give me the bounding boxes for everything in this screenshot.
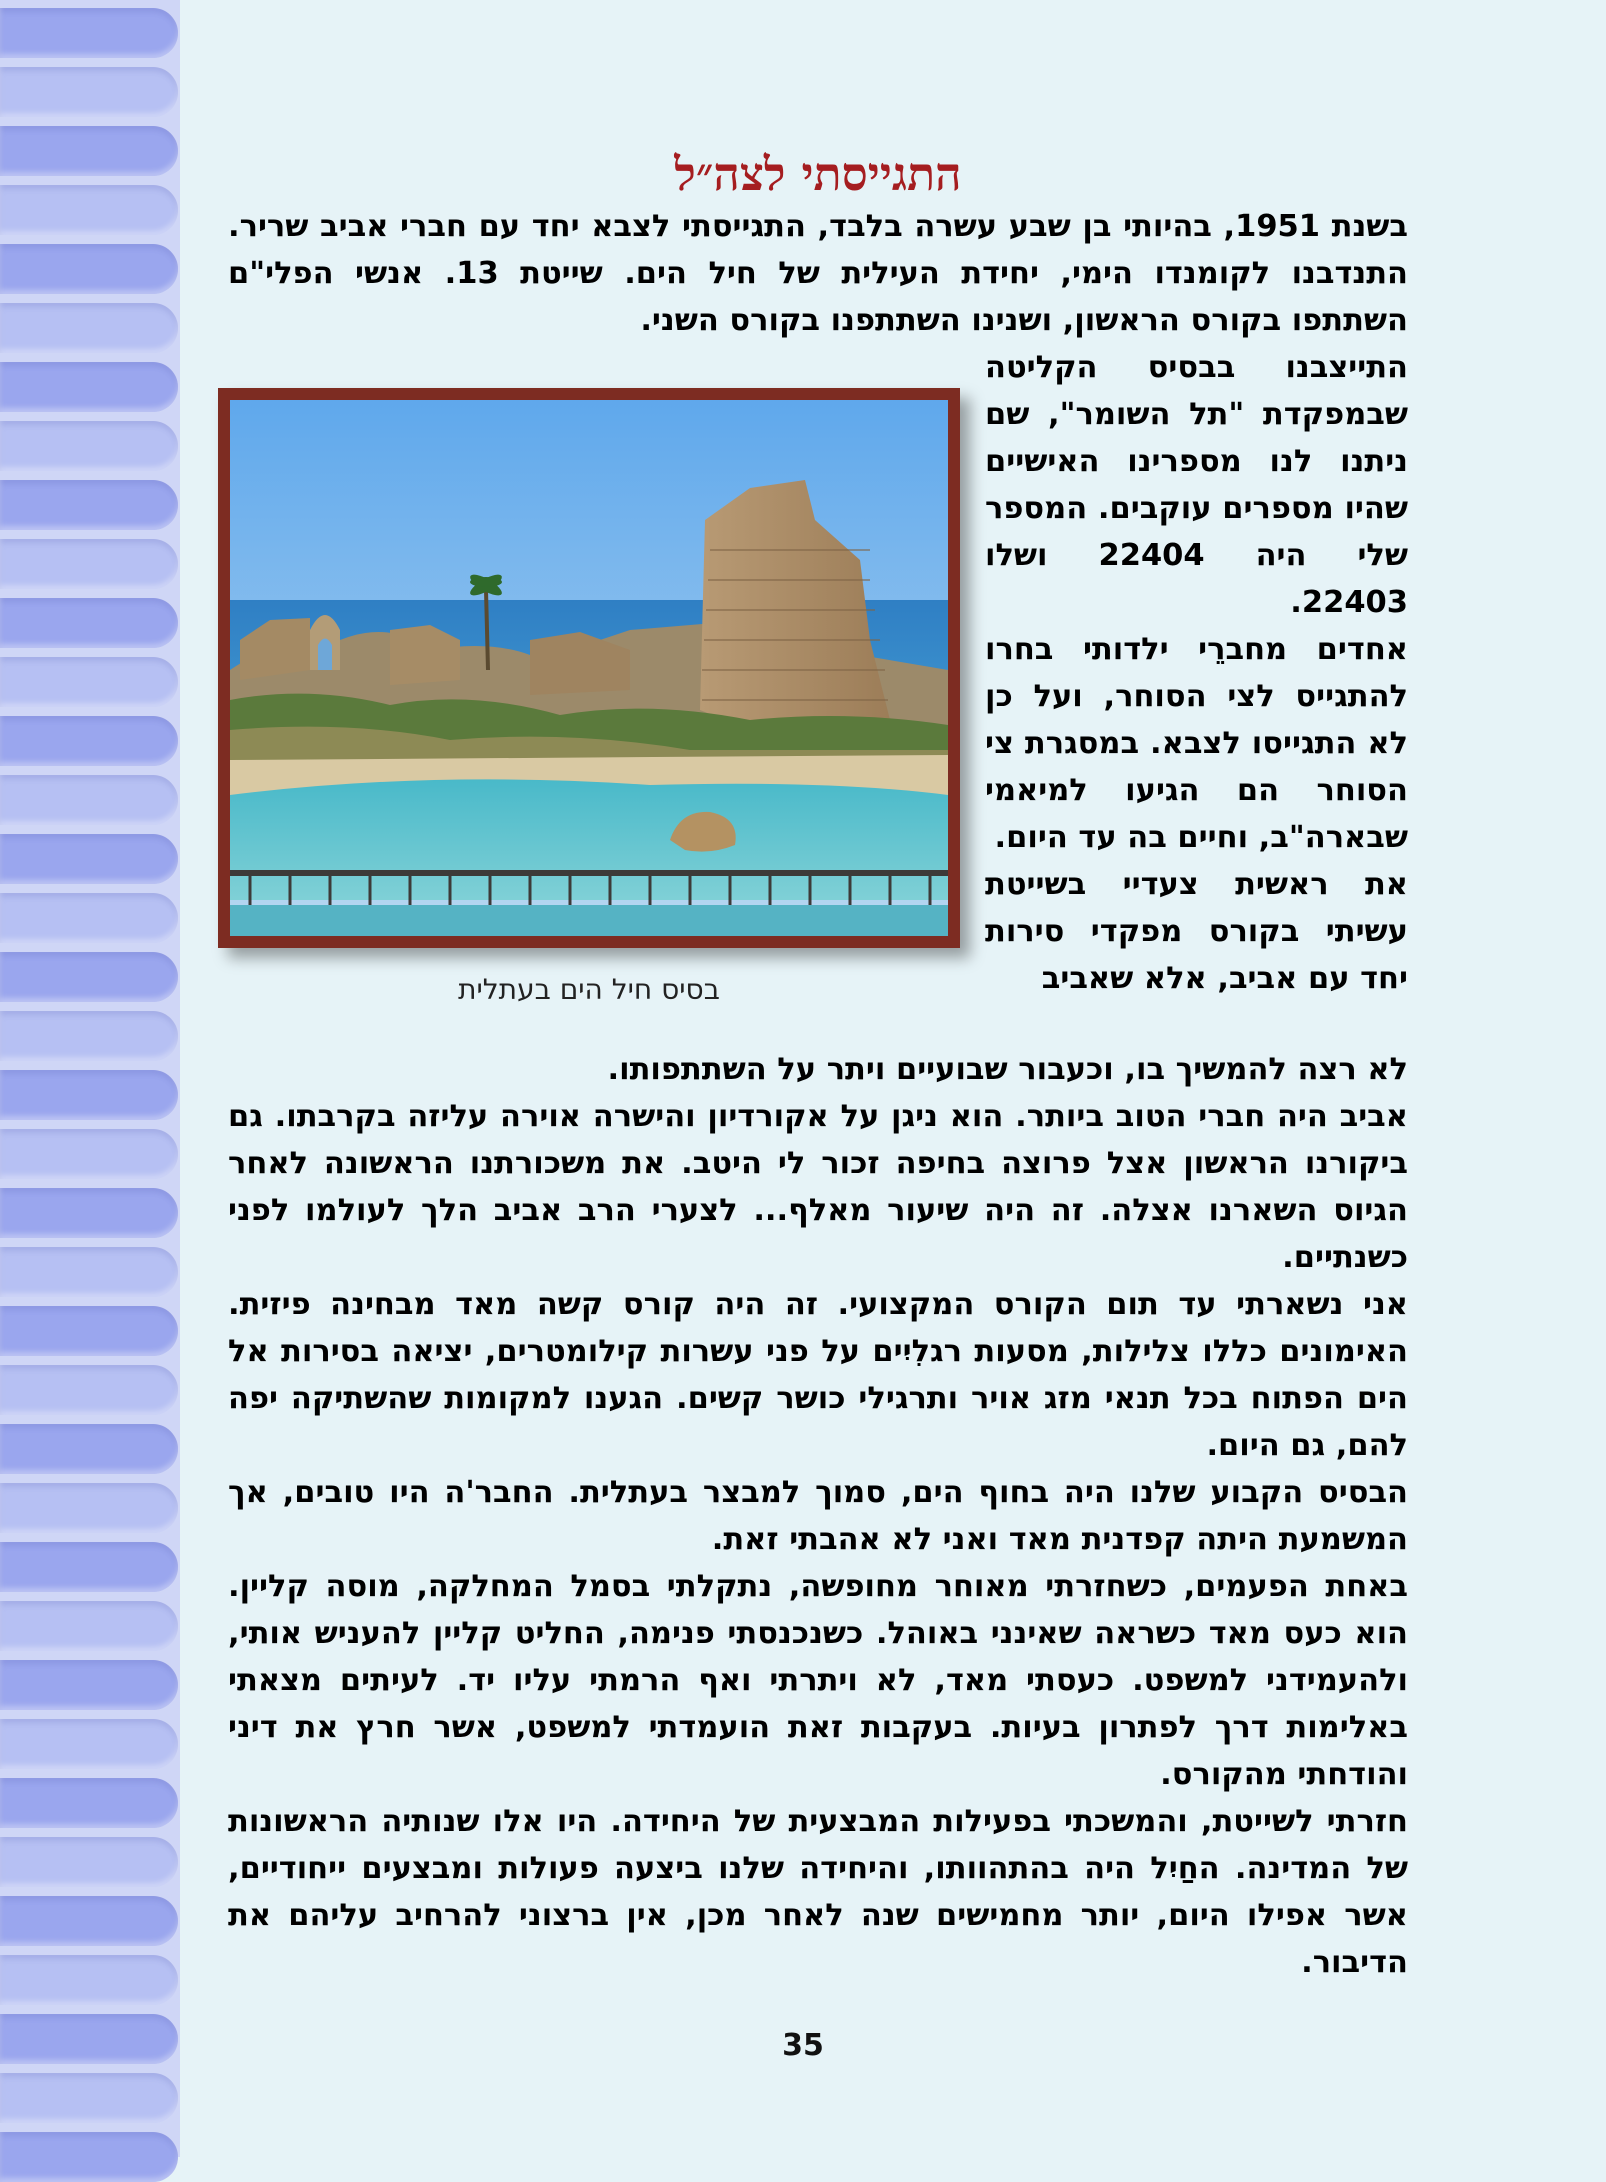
stripe-tab — [0, 834, 178, 884]
body-paragraph: אביב היה חברי הטוב ביותר. הוא ניגן על אקורדיון והישרה אוירה עליזה בקרבתו. גם ביקורנו הראשון אצל פרוצה בחיפה זכור לי היטב. את משכורתנו הראשונה לאחר הגיוס השארנו אצלה. זה היה שיעור מאלף... לצערי הרב אביב הלך לעולמו לפני כשנתיים. — [228, 1099, 1408, 1275]
stripe-tab — [0, 1778, 178, 1828]
side-column — [985, 344, 1408, 1002]
stripe-tab — [0, 1837, 178, 1887]
intro-paragraph: בשנת 1951, בהיותי בן שבע עשרה בלבד, התגייסתי לצבא יחד עם חברי אביב שריר. התנדבנו לקומנדו הימי, יחידת העילית של חיל הים. שייטת 13. אנשי הפלי"ם השתתפו בקורס הראשון, ושנינו השתתפנו בקורס השני. — [228, 209, 1409, 338]
stripe-tab — [0, 362, 178, 412]
stripe-tab — [0, 1188, 178, 1238]
stripe-tab — [0, 1247, 178, 1297]
stripe-tab — [0, 1483, 178, 1533]
side-paragraph: את ראשית צעדיי בשייטת עשיתי בקורס מפקדי סירות יחד עם אביב, אלא שאביב — [985, 867, 1408, 996]
stripe-tab — [0, 1542, 178, 1592]
body-paragraph: אני נשארתי עד תום הקורס המקצועי. זה היה קורס קשה מאד מבחינה פיזית. האימונים כללו צלילות, מסעות רגלִיִים על פני עשרות קילומטרים, יציאה בסירות אל הים הפתוח בכל תנאי מזג אויר ותרגילי כושר קשים. הגענו למקומות שהשתיקה יפה להם, גם היום. — [228, 1287, 1408, 1463]
photo-caption: בסיס חיל הים בעתלית — [458, 973, 720, 1006]
photo-frame — [218, 388, 960, 948]
stripe-tab — [0, 657, 178, 707]
side-decoration-stripe — [0, 0, 180, 2157]
stripe-tab — [0, 67, 178, 117]
stripe-tab — [0, 1660, 178, 1710]
stripe-tab — [0, 126, 178, 176]
stripe-tab — [0, 539, 178, 589]
stripe-tab — [0, 421, 178, 471]
stripe-tab — [0, 303, 178, 353]
stripe-tab — [0, 2132, 178, 2182]
stripe-tab — [0, 1011, 178, 1061]
stripe-tab — [0, 775, 178, 825]
page-number: 35 — [782, 2028, 824, 2063]
stripe-tab — [0, 716, 178, 766]
body-paragraph: באחת הפעמים, כשחזרתי מאוחר מחופשה, נתקלתי בסמל המחלקה, מוסה קליין. הוא כעס מאד כשראה שאינני באוהל. כשנכנסתי פנימה, החליט קליין להעניש אותי, ולהעמידני למשפט. כעסתי מאד, לא ויתרתי ואף הרמתי עליו יד. לעיתים מצאתי באלימות דרך לפתרון בעיות. בעקבות זאת הועמדתי למשפט, אשר חרץ את דיני והודחתי מהקורס. — [228, 1569, 1408, 1792]
side-paragraph: אחדים מחברֵי ילדותי בחרו להתגייס לצי הסוחר, ועל כן לא התגייסו לצבא. במסגרת צי הסוחר הם הגיעו למיאמי שבארה"ב, וחיים בה עד היום. — [985, 632, 1408, 855]
stripe-tab — [0, 185, 178, 235]
stripe-tab — [0, 480, 178, 530]
stripe-tab — [0, 8, 178, 58]
page-title: התגייסתי לצה״ל — [674, 147, 962, 201]
stripe-tab — [0, 1424, 178, 1474]
stripe-tab — [0, 2073, 178, 2123]
stripe-tab — [0, 1070, 178, 1120]
stripe-tab — [0, 952, 178, 1002]
stripe-tab — [0, 1306, 178, 1356]
lower-text-block — [228, 1046, 1408, 1986]
body-paragraph: חזרתי לשייטת, והמשכתי בפעילות המבצעית של היחידה. היו אלו שנותיה הראשונות של המדינה. החַיִל היה בהתהוותו, והיחידה שלנו ביצעה פעולות ומבצעים ייחודיים, אשר אפילו היום, יותר מחמישים שנה לאחר מכן, אין ברצוני להרחיב עליהם את הדיבור. — [228, 1804, 1408, 1980]
stripe-tab — [0, 598, 178, 648]
stripe-tab — [0, 1129, 178, 1179]
stripe-tab — [0, 1719, 178, 1769]
fortress-photo — [230, 400, 948, 936]
body-paragraph: לא רצה להמשיך בו, וכעבור שבועיים ויתר על השתתפותו. — [607, 1052, 1408, 1087]
stripe-tab — [0, 244, 178, 294]
stripe-tab — [0, 1896, 178, 1946]
stripe-tab — [0, 1601, 178, 1651]
stripe-tab — [0, 893, 178, 943]
stripe-tab — [0, 1955, 178, 2005]
side-paragraph: התייצבנו בבסיס הקליטה שבמפקדת "תל השומר", שם ניתנו לנו מספרינו האישיים שהיו מספרים עוקבים. המספר שלי היה 22404 ושלו 22403. — [985, 350, 1409, 620]
stripe-tab — [0, 1365, 178, 1415]
body-paragraph: הבסיס הקבוע שלנו היה בחוף הים, סמוך למבצר בעתלית. החבר'ה היו טובים, אך המשמעת היתה קפדנית מאד ואני לא אהבתי זאת. — [228, 1475, 1408, 1557]
